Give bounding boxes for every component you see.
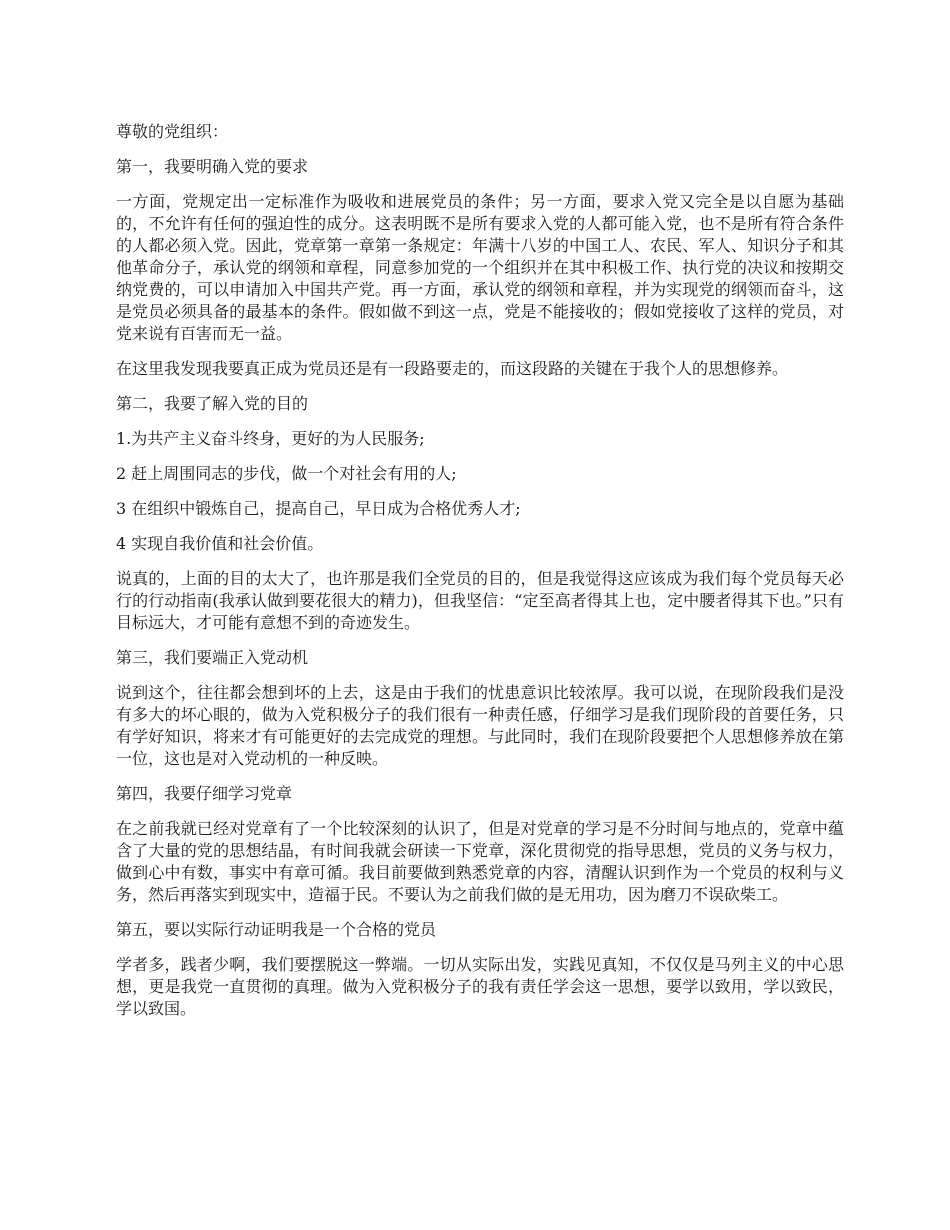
- list-item: 4 实现自我价值和社会价值。: [116, 534, 324, 553]
- paragraph: 说到这个，往往都会想到坏的上去，这是由于我们的忧患意识比较浓厚。我可以说，在现阶段我们是没有多大的坏心眼的，做为入党积极分子的我们很有一种责任感，仔细学习是我们现阶段的首要任务，只有学好知识，将来才有可能更好的去完成党的理想。与此同时，我们在现阶段要把个人思想修养放在第一位，这也是对入党动机的一种反映。: [116, 683, 844, 768]
- list-item: 2 赶上周围同志的步伐，做一个对社会有用的人;: [116, 464, 457, 483]
- list-item: 3 在组织中锻炼自己，提高自己，早日成为合格优秀人才;: [116, 499, 521, 518]
- section-heading-2: 第二，我要了解入党的目的: [116, 394, 309, 413]
- letter-body: [116, 121, 844, 1033]
- paragraph: 说真的，上面的目的太大了，也许那是我们全党员的目的，但是我觉得这应该成为我们每个党员每天必行的行动指南(我承认做到要花很大的精力)，但我坚信：“定至高者得其上也，定中腰者得其下也。”只有目标远大，才可能有意想不到的奇迹发生。: [116, 569, 844, 632]
- section-heading-1: 第一，我要明确入党的要求: [116, 157, 309, 176]
- salutation: 尊敬的党组织：: [116, 122, 229, 141]
- section-heading-3: 第三，我们要端正入党动机: [116, 648, 309, 667]
- section-heading-5: 第五，要以实际行动证明我是一个合格的党员: [116, 920, 437, 939]
- paragraph: 学者多，践者少啊，我们要摆脱这一弊端。一切从实际出发，实践见真知，不仅仅是马列主义的中心思想，更是我党一直贯彻的真理。做为入党积极分子的我有责任学会这一思想，要学以致用，学以致民，学以致国。: [116, 955, 844, 1018]
- paragraph: 在之前我就已经对党章有了一个比较深刻的认识了，但是对党章的学习是不分时间与地点的，党章中蕴含了大量的党的思想结晶，有时间我就会研读一下党章，深化贯彻党的指导思想，党员的义务与权力，做到心中有数，事实中有章可循。我目前要做到熟悉党章的内容，清醒认识到作为一个党员的权利与义务，然后再落实到现实中，造福于民。不要认为之前我们做的是无用功，因为磨刀不误砍柴工。: [116, 819, 844, 904]
- paragraph: 在这里我发现我要真正成为党员还是有一段路要走的，而这段路的关键在于我个人的思想修养。: [116, 359, 789, 378]
- paragraph: 一方面，党规定出一定标准作为吸收和进展党员的条件；另一方面，要求入党又完全是以自愿为基础的，不允许有任何的强迫性的成分。这表明既不是所有要求入党的人都可能入党，也不是所有符合条件的人都必须入党。因此，党章第一章第一条规定：年满十八岁的中国工人、农民、军人、知识分子和其他革命分子，承认党的纲领和章程，同意参加党的一个组织并在其中积极工作、执行党的决议和按期交纳党费的，可以申请加入中国共产党。再一方面，承认党的纲领和章程，并为实现党的纲领而奋斗，这是党员必须具备的最基本的条件。假如做不到这一点，党是不能接收的；假如党接收了这样的党员，对党来说有百害而无一益。: [116, 192, 844, 343]
- list-item: 1.为共产主义奋斗终身，更好的为人民服务;: [116, 429, 425, 448]
- section-heading-4: 第四，我要仔细学习党章: [116, 784, 293, 803]
